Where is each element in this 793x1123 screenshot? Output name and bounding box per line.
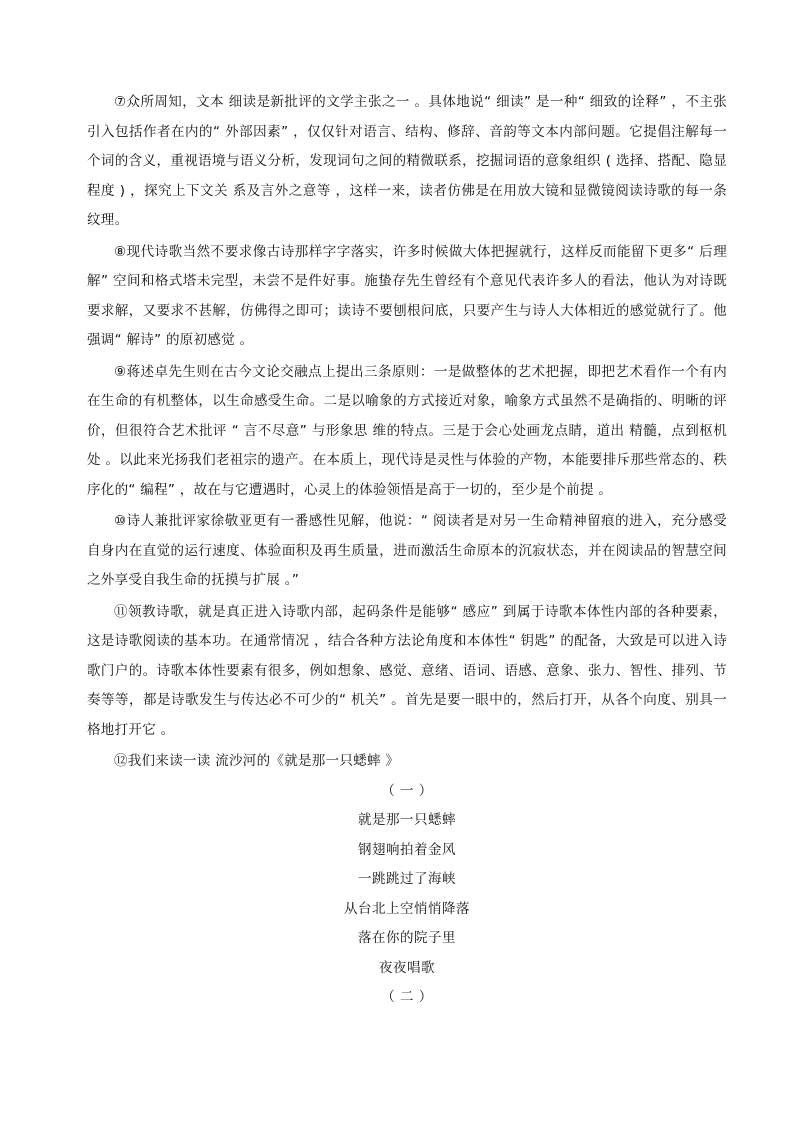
poem-intro: ⑫我们来读一读 流沙河的《就是那一只蟋蟀 》	[114, 753, 400, 769]
poem-line: 落在你的院子里	[358, 930, 456, 946]
poem-line: 从台北上空悄悄降落	[344, 900, 470, 917]
poem-part-1-label: （ 一 ）	[381, 782, 433, 799]
paragraph-11: ⑪领教诗歌，就是真正进入诗歌内部，起码条件是能够“ 感应” 到属于诗歌本体性内部的各种要素，这是诗歌阅读的基本功。在通常情况 ，结合各种方法论角度和本体性“ 钥匙” 的配备，大致是可以进入诗歌门户的。诗歌本体性要素有很多，例如想象、感觉、意绪、语词、语感、意象、张力、智性、排列、节奏等等，都是诗歌发生与传达必不可少的“ 机关” 。首先是要一眼中的，然后打开，从各个向度、别具一格地打开它 。	[87, 603, 727, 738]
paragraph-8: ⑧现代诗歌当然不要求像古诗那样字字落实，许多时候做大体把握就行，这样反而能留下更多“ 后理解” 空间和格式塔未完型，未尝不是件好事。施蛰存先生曾经有个意见代表许多人的看法，他认为对诗既要求解，又要求不甚解，仿佛得之即可；读诗不要刨根问底，只要产生与诗人大体相近的感觉就行了。他强调“ 解诗” 的原初感觉 。	[87, 243, 727, 348]
poem-part-2-label: （ 二 ）	[381, 989, 433, 1005]
poem	[87, 777, 727, 1013]
poem-line: 夜夜唱歌	[379, 959, 435, 976]
document-body	[87, 88, 727, 1013]
poem-line: 就是那一只蟋蟀	[358, 812, 456, 828]
paragraph-10: ⑩诗人兼批评家徐敬亚更有一番感性见解，他说：“ 阅读者是对另一生命精神留痕的进入，充分感受自身内在直觉的运行速度、体验面积及再生质量，进而激活生命原本的沉寂状态，并在阅读品的智慧空间之外享受自我生命的抚摸与扩展 。”	[87, 513, 727, 588]
poem-line: 一跳跳过了海峡	[358, 871, 456, 887]
paragraph-9: ⑨蒋述卓先生则在古今文论交融点上提出三条原则：一是做整体的艺术把握，即把艺术看作一个有内在生命的有机整体，以生命感受生命。二是以喻象的方式接近对象，喻象方式虽然不是确指的、明晰的评价，但很符合艺术批评 “ 言不尽意” 与形象思 维的特点。三是于会心处画龙点睛，道出 精髓，点到枢机处 。以此来光扬我们老祖宗的遗产。在本质上，现代诗是灵性与体验的产物，本能要排斥那些常态的、秩序化的“ 编程” ，故在与它遭遇时，心灵上的体验领悟是高于一切的，至少是个前提 。	[87, 363, 727, 498]
paragraph-7: ⑦众所周知，文本 细读是新批评的文学主张之一 。具体地说“ 细读” 是一种“ 细致的诠释” ，不主张引入包括作者在内的“ 外部因素” ，仅仅针对语言、结构、修辞、音韵等文本内部问题。它提倡注解每一个词的含义，重视语境与语义分析，发现词句之间的精微联系，挖掘词语的意象组织 ( 选择、搭配、隐显程度 ) ，探究上下文关 系及言外之意等 ，这样一来，读者仿佛是在用放大镜和显微镜阅读诗歌的每一条 纹理。	[87, 94, 727, 228]
poem-line: 钢翅响拍着金风	[358, 841, 456, 858]
